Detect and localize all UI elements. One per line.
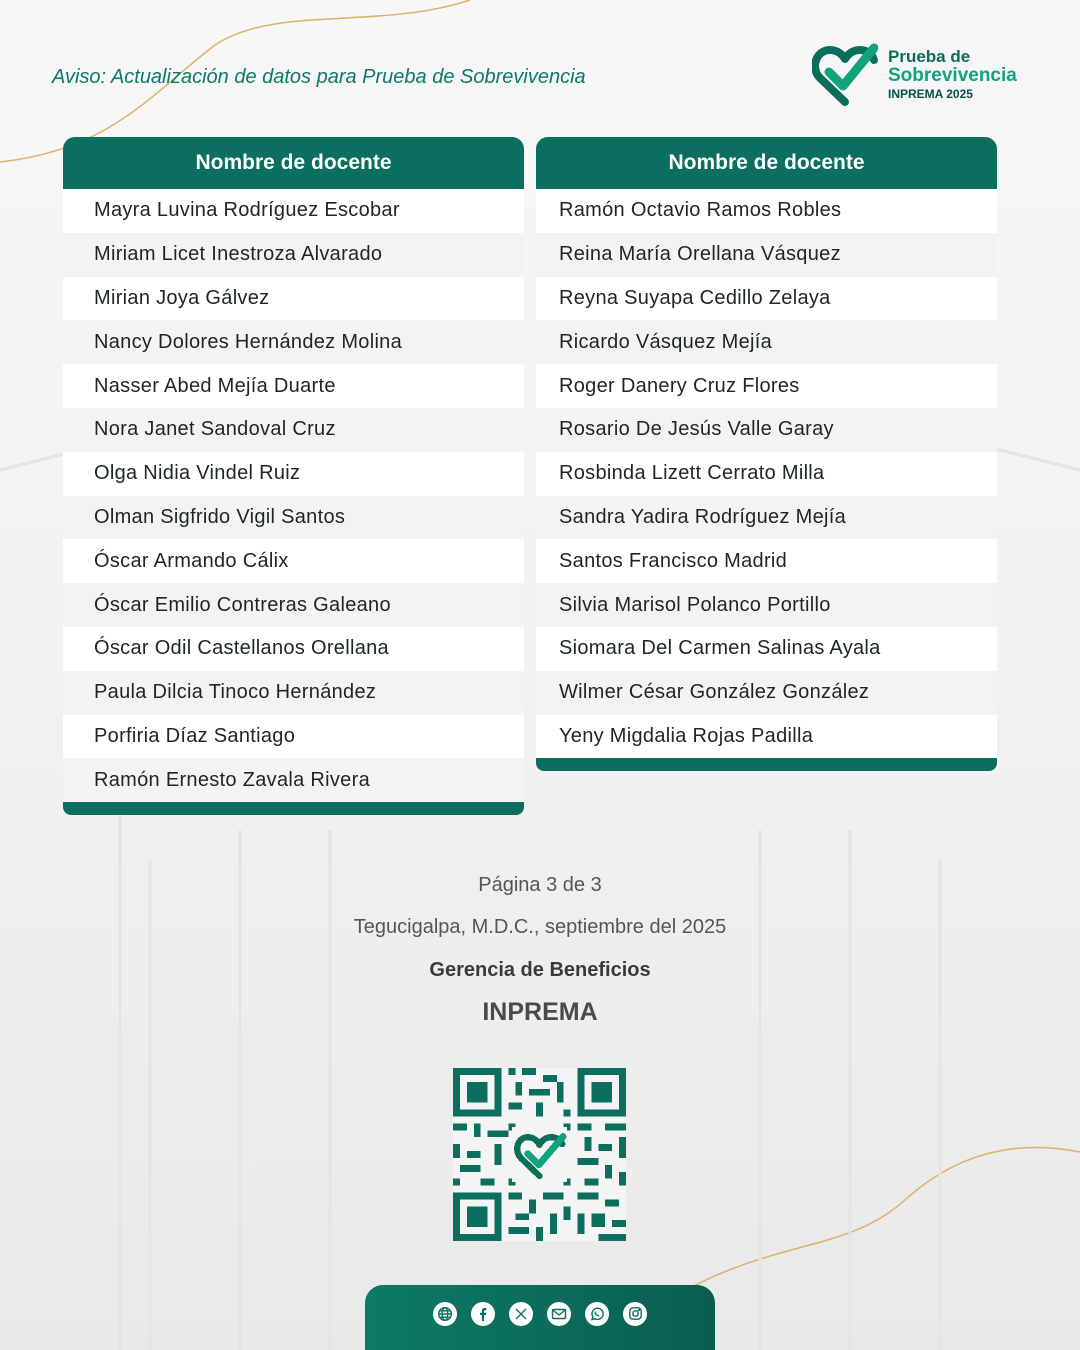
instagram-icon[interactable] — [623, 1302, 647, 1326]
table-row: Ramón Octavio Ramos Robles — [536, 189, 997, 233]
table-row: Olman Sigfrido Vigil Santos — [63, 496, 524, 540]
table-row: Nora Janet Sandoval Cruz — [63, 408, 524, 452]
whatsapp-icon[interactable] — [585, 1302, 609, 1326]
table-row: Reina María Orellana Vásquez — [536, 233, 997, 277]
teacher-table-right — [536, 137, 997, 771]
table-footer-bar — [536, 758, 997, 771]
table-row: Santos Francisco Madrid — [536, 539, 997, 583]
table-row: Roger Danery Cruz Flores — [536, 364, 997, 408]
city-date: Tegucigalpa, M.D.C., septiembre del 2025 — [353, 916, 727, 938]
organization-name: INPREMA — [482, 998, 598, 1026]
mail-icon[interactable] — [547, 1302, 571, 1326]
logo-line-1: Prueba de — [888, 47, 971, 66]
table-row: Olga Nidia Vindel Ruiz — [63, 452, 524, 496]
table-row: Nancy Dolores Hernández Molina — [63, 320, 524, 364]
table-row: Paula Dilcia Tinoco Hernández — [63, 671, 524, 715]
table-row: Mayra Luvina Rodríguez Escobar — [63, 189, 524, 233]
table-header: Nombre de docente — [63, 137, 524, 189]
x-icon[interactable] — [509, 1302, 533, 1326]
table-row: Porfiria Díaz Santiago — [63, 715, 524, 759]
logo-line-2: Sobrevivencia — [888, 65, 1017, 86]
table-row: Óscar Armando Cálix — [63, 539, 524, 583]
table-row: Óscar Emilio Contreras Galeano — [63, 583, 524, 627]
notice-title: Aviso: Actualización de datos para Prueba de Sobrevivencia — [52, 66, 586, 88]
table-row: Rosbinda Lizett Cerrato Milla — [536, 452, 997, 496]
table-row: Siomara Del Carmen Salinas Ayala — [536, 627, 997, 671]
program-logo — [812, 42, 1032, 108]
teacher-table-left — [63, 137, 524, 815]
table-row: Rosario De Jesús Valle Garay — [536, 408, 997, 452]
logo-line-3: INPREMA 2025 — [888, 87, 973, 101]
table-header: Nombre de docente — [536, 137, 997, 189]
globe-icon[interactable] — [433, 1302, 457, 1326]
social-links-bar — [365, 1285, 715, 1350]
table-row: Wilmer César González González — [536, 671, 997, 715]
table-row: Ricardo Vásquez Mejía — [536, 320, 997, 364]
table-row: Sandra Yadira Rodríguez Mejía — [536, 496, 997, 540]
table-row: Nasser Abed Mejía Duarte — [63, 364, 524, 408]
heart-check-icon — [812, 42, 878, 106]
facebook-icon[interactable] — [471, 1302, 495, 1326]
table-row: Mirian Joya Gálvez — [63, 277, 524, 321]
department-name: Gerencia de Beneficios — [429, 959, 651, 981]
table-row: Miriam Licet Inestroza Alvarado — [63, 233, 524, 277]
table-row: Silvia Marisol Polanco Portillo — [536, 583, 997, 627]
table-row: Reyna Suyapa Cedillo Zelaya — [536, 277, 997, 321]
table-footer-bar — [63, 802, 524, 815]
page-number: Página 3 de 3 — [478, 874, 602, 896]
qr-code[interactable] — [453, 1068, 626, 1241]
table-row: Ramón Ernesto Zavala Rivera — [63, 758, 524, 802]
table-row: Óscar Odil Castellanos Orellana — [63, 627, 524, 671]
table-row: Yeny Migdalia Rojas Padilla — [536, 715, 997, 759]
